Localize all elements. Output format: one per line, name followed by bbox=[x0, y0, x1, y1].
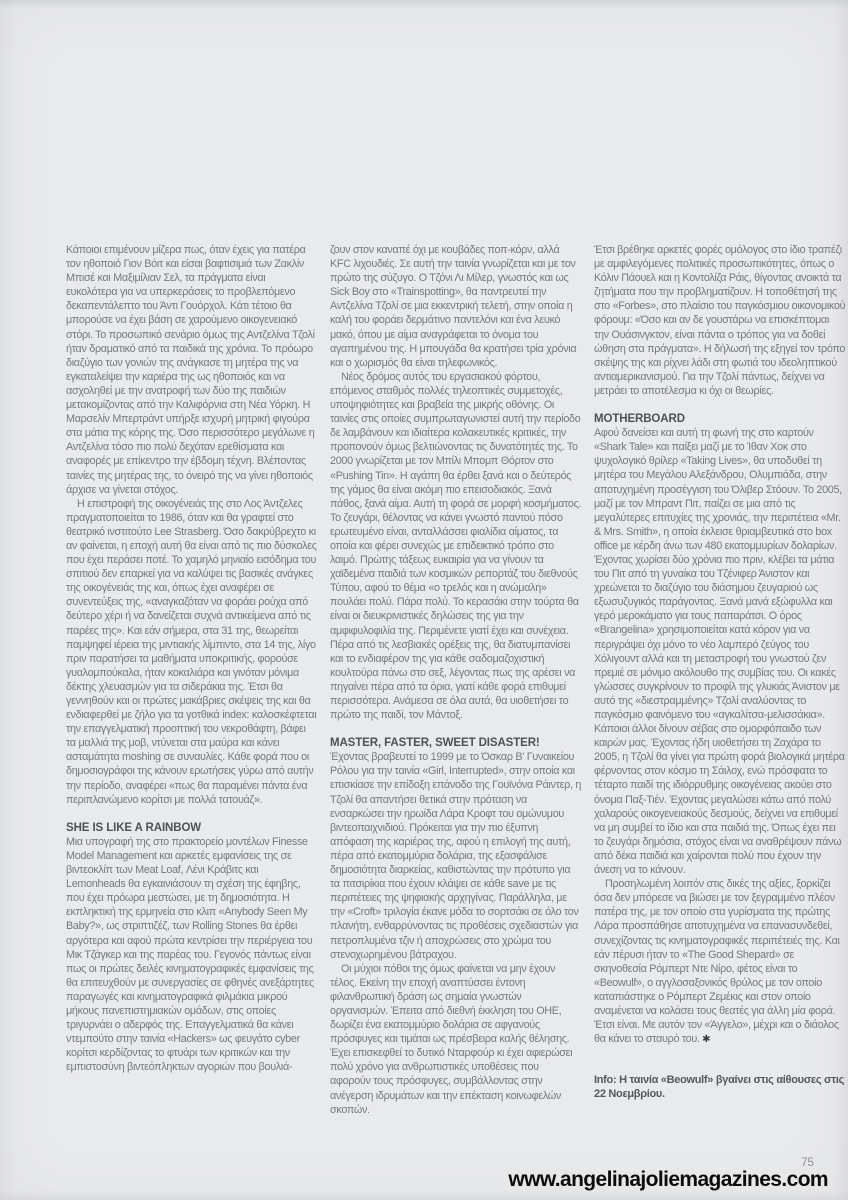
article-column-3 bbox=[594, 243, 846, 1117]
page-number: 75 bbox=[801, 1155, 814, 1169]
paragraph: Αφού δανείσει και αυτή τη φωνή της στο καρτούν «Shark Tale» και παίξει μαζί με το Ίθαν Χοκ στο ψυχολογικό θρίλερ «Taking Lives», θα υποδυθεί τη μητέρα του Μεγάλου Αλεξάνδρου, Ολυμπιάδα, στην αποτυχημένη προσέγγιση του Όλιβερ Στόουν. Το 2005, μαζί με τον Μπραντ Πιτ, παίζει σε μια από τις μεγαλύτερες επιτυχίες της χρονιάς, την περιπέτεια «Mr. & Mrs. Smith», η οποία έκλεισε θριαμβευτικά στο box office με κέρδη άνω των 480 εκατομμυρίων δολαρίων. Έχοντας χωρίσει δύο χρόνια πιο πριν, κλέβει τα μάτια του Πιτ από τη γυναίκα του Τζένιφερ Άνιστον και χρεώνεται το διαζύγιο του διάσημου ζευγαριού ως εξωσυζυγικός παράγοντας. Ξανά μανά εξώφυλλα και γερό μεροκάματο για τους παπαράτσι. Ο όρος «Brangelina» χρησιμοποιείται κατά κόρον για να περιγράψει όχι μόνο το νέο λαμπερό ζεύγος του Χόλιγουντ αλλά και τη μεταστροφή του γνωστού ζεν πρεμιέ σε μόνιμο ακόλουθο της συμβίας του. Οι κακές γλώσσες συγκρίνουν το προφίλ της γλυκιάς Άνιστον με αυτό της «διεστραμμένης» Τζολί αναλύοντας το παγκόσμιο φαινόμενο του «αγκαλίτσα-μελισσάκια». Κάποιοι άλλοι δίνουν σέβας στο ομορφόπαιδο των καιρών μας. Έχοντας ήδη υιοθετήσει τη Ζαχάρα το 2005, η Τζολί θα γίνει για πρώτη φορά βιολογικά μητέρα φέρνοντας στον κόσμο τη Σάιλοχ, ενώ πρόσφατα το τέταρτο παιδί της ιδιόρρυθμης οικογένειας ακούει στο όνομα Παξ-Τιέν. Έχοντας μεγαλώσει κάτω από πολύ χαλαρούς οικογενειακούς δεσμούς, δείχνει να επιθυμεί να μη συμβεί το ίδιο και στα παιδιά της. Όπως έχει πει το ζευγάρι δημόσια, στόχος είναι να αναθρέψουν πάνω από δέκα παιδιά και χαίρονται πολύ που έχουν την άνεση να το κάνουν. bbox=[594, 427, 845, 877]
paragraph: Προσηλωμένη λοιπόν στις δικές της αξίες, ξορκίζει όσα δεν μπόρεσε να βιώσει με τον ξεγραμμένο πλέον πατέρα της, με τον οποίο στα γυρίσματα της πρώτης Λάρα προσπάθησε αποτυχημένα να επανασυνδεθεί, συνεχίζοντας τις κινηματογραφικές περιπέτειές της. Και εάν πέρυσι ήταν το «The Good Shepard» σε σκηνοθεσία Ρόμπερτ Ντε Νίρο, φέτος είναι το «Beowulf», ο αγγλοσαξονικός θρύλος με τον οποίο καταπιάστηκε ο Ρόμπερτ Ζεμέκις και στον οποίο αναμένεται να κολάσει τους θεατές για άλλη μία φορά. Έτσι είναι. Με αυτόν τον «Άγγελο», μέχρι και ο διάολος θα κάνει το σταυρό του. ✱ bbox=[594, 878, 840, 1046]
section-heading: MASTER, FASTER, SWEET DISASTER! bbox=[330, 737, 540, 750]
article-column-2 bbox=[330, 243, 582, 1117]
paragraph: Οι μύχιοι πόθοι της όμως φαίνεται να μην έχουν τέλος. Εκείνη την εποχή αναπτύσσει έντονη φιλανθρωπική δράση ως σημαία γνωστών οργανισμών. Έπειτα από διεθνή έκκληση του ΟΗΕ, δωρίζει ένα εκατομμύριο δολάρια σε αφγανούς πρόσφυγες και τιμάται ως πρέσβειρα καλής θέλησης. Έχει επισκεφθεί το δυτικό Νταρφούρ κι έχει αφιερώσει πολύ χρόνο για ανθρωπιστικές υποθέσεις που αφορούν τους πρόσφυγες, συμβάλλοντας στην ανέγερση ιδρυμάτων και την επέκταση κοινωφελών σκοπών. bbox=[330, 962, 573, 1116]
article-column-1 bbox=[66, 243, 318, 1117]
paragraph: Νέος δρόμος αυτός του εργασιακού φόρτου, επόμενος σταθμός πολλές τηλεοπτικές συμμετοχές, υποψηφιότητες και βραβεία της μικρής οθόνης. Οι ταινίες στις οποίες συμπρωταγωνιστεί αυτή την περίοδο δε λαμβάνουν και ιδιαίτερα κολακευτικές κριτικές, την προπονούν όμως βελτιώνοντας τις δυνατότητές της. Το 2000 γνωρίζεται με τον Μπίλι Μπομπ Θόρτον στο «Pushing Tin». Η αγάπη θα έρθει ξανά και ο δεύτερός της γάμος θα είναι ακόμη πιο επεισοδιακός. Ξανά πάθος, ξανά αίμα. Αυτή τη φορά σε μορφή κοσμήματος. Το ζευγάρι, θέλοντας να κάνει γνωστό παντού πόσο ερωτευμένο είναι, ανταλλάσσει φιαλίδια αίματος, τα οποία και φέρει συνεχώς με επιδεικτικό τρόπο στο λαιμό. Πρώτης τάξεως ευκαιρία για να γίνουν τα χαϊδεμένα παιδιά των κοσμικών ρεπορτάζ του διεθνούς Τύπου, αφού το θέμα «ο τρελός και η ανώμαλη» πουλάει πολύ. Πάρα πολύ. Το κερασάκι στην τούρτα θα είναι οι διευκρινιστικές δηλώσεις της για την αμφιφυλοφιλία της. Περιμένετε γιατί έχει και συνέχεια. Πέρα από τις λεσβιακές ορέξεις της, θα διατυμπανίσει και το ενδιαφέρον της για κάθε σαδομαζοχιστική κουλτούρα πάνω στο σεξ, λέγοντας πως της αρέσει να πηγαίνει πέρα από τα όρια, γιατί κάθε φορά επιθυμεί περισσότερα. Ανάμεσα σε όλα αυτά, θα υιοθετήσει το πρώτο της παιδί, τον Μάντοξ. bbox=[330, 370, 582, 722]
info-note: Info: Η ταινία «Beowulf» βγαίνει στις αίθουσες στις 22 Νοεμβρίου. bbox=[594, 1074, 845, 1101]
paragraph: Κάποιοι επιμένουν μίζερα πως, όταν έχεις για πατέρα τον ηθοποιό Γιον Βόιτ και είσαι βαφτισιμιά των Ζακλίν Μπισέ και Μαξιμίλιαν Σελ, τα πράγματα είναι ευκολότερα για να υπερκεράσεις το προβλεπόμενο δεκαπεντάλεπτο του Άντι Γουόρχολ. Κάτι τέτοιο θα μπορούσε να έχει βάση σε χαρούμενο οικογενειακό στόρι. Το προσωπικό σενάριο όμως της Αντζελίνα Τζολί ήταν δραματικό από τα παιδικά της χρόνια. Το πρόωρο διαζύγιο των γονιών της ανάγκασε τη μητέρα της να εγκαταλείψει την καριέρα της ως ηθοποιός και να ασχοληθεί με την ανατροφή των δύο της παιδιών μετακομίζοντας από την Καλιφόρνια στη Νέα Υόρκη. Η Μαρσελίν Μπερτράντ υπήρξε ισχυρή μητρική φιγούρα στα μάτια της κόρης της. Όσο περισσότερο μεγάλωνε η Αντζελίνα τόσο πιο πολύ δεχόταν ερεθίσματα και αναφορές με επίκεντρο την έβδομη τέχνη. Βλέποντας ταινίες της μητέρας της, το όνειρό της να γίνει ηθοποιός άρχισε να γίνεται στόχος. bbox=[66, 244, 315, 496]
paragraph: Μια υπογραφή της στο πρακτορείο μοντέλων Finesse Model Management και αρκετές εμφανίσεις της σε βιντεοκλίπ των Meat Loaf, Λένι Κράβιτς και Lemonheads θα εγκαινιάσουν τη σχέση της έφηβης, που έχει πρόωρα μεστώσει, με τη δημοσιότητα. Η εκπληκτική της ερμηνεία στο κλιπ «Anybody Seen My Baby?», ως στριπτιζέζ, των Rolling Stones θα έρθει αργότερα και αφού πρώτα κεντρίσει την περιέργεια του Μικ Τζάγκερ και της παρέας του. Γεγονός πάντως είναι πως οι πρώτες δειλές κινηματογραφικές εμφανίσεις της θα επιτευχθούν με συνεργασίες σε φθηνές ανεξάρτητες παραγωγές και κινηματογραφικά φιλμάκια μικρού μήκους πανεπιστημιακών ομάδων, στις οποίες τριγυρνάει ο αδερφός της. Επαγγελματικά θα κάνει ντεμπούτο στην ταινία «Hackers» ως φευγάτο cyber κορίτσι κερδίζοντας το φτυάρι των κριτικών και την εμπιστοσύνη βιντεόπληκτων αγοριών που βουλιά- bbox=[66, 835, 314, 1074]
paragraph: Έτσι βρέθηκε αρκετές φορές ομόλογος στο ίδιο τραπέζι με αμφιλεγόμενες πολιτικές προσωπικότητες, όπως ο Κόλιν Πάουελ και η Κοντολίζα Ράις, θίγοντας ανοικτά τα ζητήματα που την προβληματίζουν. Η τοποθέτησή της στο «Forbes», στο πλαίσιο του παγκόσμιου οικονομικού φόρουμ: «Όσο και αν δε γουστάρω να επισκέπτομαι την Ουάσινγκτον, είναι πάντα ο τρόπος για να δοθεί ώθηση στα πράγματα». Η δήλωσή της εξηγεί τον τρόπο σκέψης της και ρίχνει λάδι στη φωτιά του ιδεοληπτικού αντιαμερικανισμού. Για την Τζολί πάντως, δείχνει να μετράει το αποτέλεσμα κι όχι οι θεωρίες. bbox=[594, 244, 846, 397]
watermark-url: www.angelinajoliemagazines.com bbox=[508, 1168, 828, 1191]
paragraph: Έχοντας βραβευτεί το 1999 με το Όσκαρ Β' Γυναικείου Ρόλου για την ταινία «Girl, Interrupted», στην οποία και επισκίασε την επίδοξη επάνοδο της Γουϊνόνα Ράιντερ, η Τζολί θα απαντήσει θετικά στην πρόταση να ενσαρκώσει την ηρωίδα Λάρα Κροφτ του ομώνυμου βιντεοπαιχνιδιού. Πρόκειται για την πιο έξυπνη απόφαση της καριέρας της, αφού η επιλογή της αυτή, πέρα από εκατομμύρια δολάρια, της εξασφάλισε δημοσιότητα διαρκείας, καθιστώντας την πρότυπο για τα πιτσιρίκια που έχουν κλάψει σε κάθε save με τις περιπέτειες της ψηφιακής αρχηγίνας. Παράλληλα, με την «Croft» τριλογία έκανε μόδα το σορτσάκι σε όλο τον πλανήτη, ενθαρρύνοντας τις προθέσεις σχεδιαστών για πετροπλυμένα τζιν ή αποχρώσεις στο χρώμα του στενοχωρημένου βάτραχου. bbox=[330, 751, 582, 961]
paragraph: Η επιστροφή της οικογένειάς της στο Λος Άντζελες πραγματοποιείται το 1986, όταν και θα γραφτεί στο θεατρικό ινστιτούτο Lee Strasberg. Όσο δακρύβρεχτο κι αν φαίνεται, η εποχή αυτή θα είναι από τις πιο δύσκολες που έχει περάσει ποτέ. Το χαμηλό μηνιαίο εισόδημα του σπιτιού δεν επαρκεί για να καλύψει τις βασικές ανάγκες της οικογένειάς της και, όπως έχει αναφέρει σε συνεντεύξεις της, «αναγκαζόταν να φοράει ρούχα από δεύτερο χέρι ή να δανείζεται συχνά αντικείμενα από τις παρέες της». Και εάν σήμερα, στα 31 της, θεωρείται παμψηφεί ιέρεια της μιντιακής λίμπιντο, στα 14 της, λίγο πριν παρατήσει τα μαθήματα υποκριτικής, φορούσε γυαλομπούκαλα, ήταν κοκαλιάρα και γινόταν μόνιμα δέκτης χλευασμών για τα σιδεράκια της. Έτσι θα γεννηθούν και οι πρώτες μακάβριες σκέψεις της και θα ενδιαφερθεί με ζήλο για τα γοτθικά index: καλοσκέφτεται την επαγγελματική προοπτική του νεκροθάφτη, βάφει τα μαλλιά της μοβ, ντύνεται στα μαύρα και κάνει ασταμάτητα moshing σε συναυλίες. Κάθε φορά που οι δημοσιογράφοι της κάνουν ερωτήσεις γύρω από αυτήν την περίοδο, αναφέρει «πως θα παραμένει πάντα ένα περιπλανώμενο κορίτσι με πολλά τατουάζ». bbox=[66, 497, 317, 806]
article-columns bbox=[66, 243, 846, 1117]
paragraph: ζουν στον καναπέ όχι με κουβάδες ποπ-κόρν, αλλά KFC λιχουδιές. Σε αυτή την ταινία γνωρίζεται και με τον πρώτο της σύζυγο. Ο Τζόνι Λι Μίλερ, γνωστός και ως Sick Boy στο «Trainspotting», θα παντρευτεί την Αντζελίνα Τζολί σε μια εκκεντρική τελετή, στην οποία η καλή του φοράει δερμάτινο παντελόνι και ένα λευκό μακό, όπου με αίμα αναγράφεται το όνομα του αγαπημένου της. Η μπουγάδα θα κρατήσει τρία χρόνια και ο χωρισμός θα είναι τηλεφωνικός. bbox=[330, 244, 577, 369]
section-heading: MOTHERBOARD bbox=[594, 413, 685, 426]
end-of-article-mark: ✱ bbox=[699, 1034, 711, 1046]
section-heading: SHE IS LIKE A RAINBOW bbox=[66, 821, 202, 834]
